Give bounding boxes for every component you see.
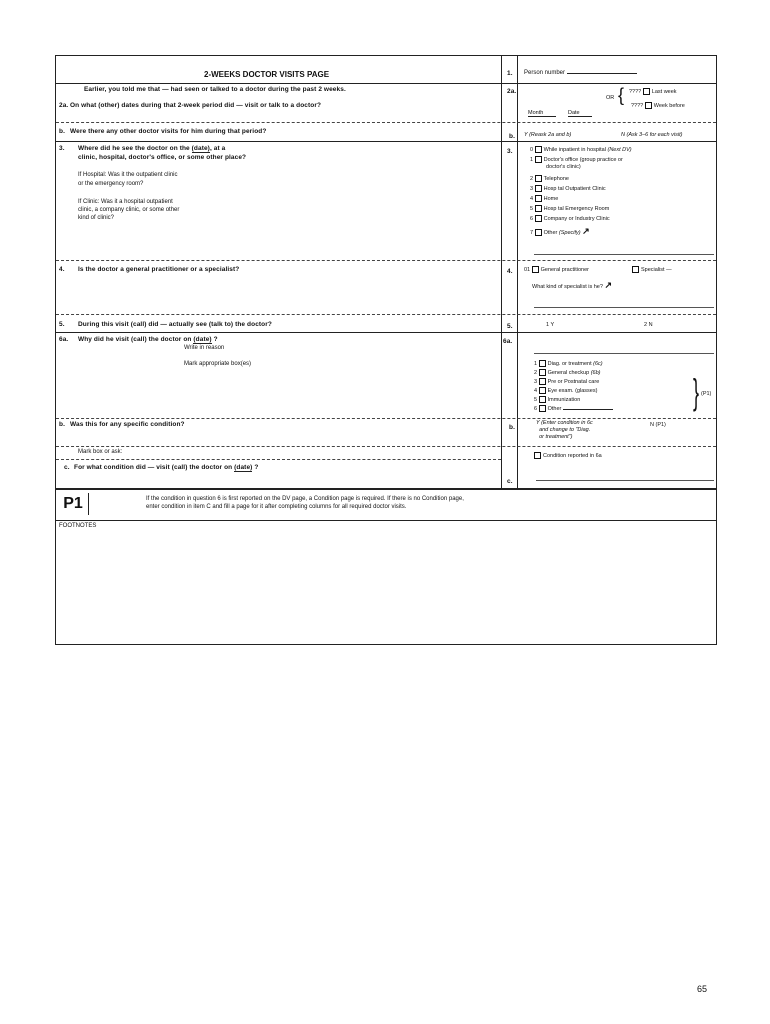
divider (56, 418, 716, 419)
q3-opt-3[interactable]: 3 Hosp tal Outpatient Clinic (530, 185, 606, 192)
q4-rnum: 4. (507, 268, 513, 275)
q3-clinic-3: kind of clinic? (78, 215, 115, 221)
q6b-mark: Mark box or ask: (78, 449, 123, 455)
q6a-opt-3[interactable]: 3 Pre or Postnatal care (534, 378, 600, 385)
q2b-no[interactable]: N (Ask 3–6 for each visit) (621, 132, 683, 138)
or-label: OR (606, 95, 615, 101)
q2b-text: Were there any other doctor visits for him during that period? (70, 128, 267, 135)
q6c-rnum: c. (507, 478, 513, 485)
q6a-opt-4[interactable]: 4 Eye exam. (glasses) (534, 387, 598, 394)
q3-line2: clinic, hospital, doctor's office, or some other place? (78, 154, 247, 161)
dv-form (55, 55, 717, 645)
person-number-label: Person number (524, 70, 637, 76)
q3-opt-0[interactable]: 0 While inpatient in hospital (Next DV) (530, 146, 632, 153)
q6a-mark: Mark appropriate box(es) (184, 361, 252, 367)
intro-text: Earlier, you told me that — had seen or talked to a doctor during the past 2 weeks. (84, 86, 346, 93)
condition-line[interactable] (536, 480, 714, 481)
q6a-number: 6a. (59, 336, 69, 343)
q6a-opt-5[interactable]: 5 Immunization (534, 396, 581, 403)
divider (56, 459, 501, 460)
q5-number: 5. (59, 321, 65, 328)
q3-number: 3. (59, 145, 65, 152)
divider (56, 488, 716, 490)
q3-clinic-1: If Clinic: Was it a hospital outpatient (78, 199, 173, 205)
q5-text: During this visit (call) did — actually see (talk to) the doctor? (78, 321, 272, 328)
right-brace-icon: } (693, 371, 700, 412)
last-week-option[interactable]: ???? Last week (629, 88, 677, 95)
item-number: 1. (507, 70, 513, 77)
divider (56, 314, 716, 315)
q6b-reported[interactable]: Condition reported in 6a (534, 452, 602, 459)
divider (56, 141, 716, 142)
q4-specialist-option[interactable]: Specialist — (632, 266, 672, 273)
q6a-text: Why did he visit (call) the doctor on (date) ? (78, 336, 218, 343)
divider (56, 332, 716, 333)
divider (56, 83, 716, 84)
q6a-opt-1[interactable]: 1 Diag. or treatment (6c) (534, 360, 603, 367)
q3-hospital-2: or the emergency room? (78, 181, 144, 187)
q3-line1: Where did he see the doctor on the (date), at a (78, 145, 226, 152)
q5-no[interactable]: 2 N (644, 322, 653, 328)
specialist-line[interactable] (534, 307, 714, 308)
footnotes-label: FOOTNOTES (59, 523, 97, 529)
q2a-text: On what (other) dates during that 2-week period did — visit or talk to a doctor? (70, 102, 322, 109)
q2b-yes[interactable]: Y (Reask 2a and b) (524, 132, 572, 138)
q2b-rnum: b. (509, 133, 515, 140)
q6b-text: Was this for any specific condition? (70, 421, 185, 428)
divider (56, 122, 716, 123)
q3-clinic-2: clinic, a company clinic, or some other (78, 207, 180, 213)
column-divider-number (517, 56, 518, 488)
q3-opt-7[interactable]: 7 Other (Specify) ↗ (530, 226, 590, 236)
q3-opt-5[interactable]: 5 Hosp tal Emergency Room (530, 205, 610, 212)
q6b-no[interactable]: N (P1) (650, 422, 666, 428)
q3-opt-6[interactable]: 6 Company or Industry Clinic (530, 215, 610, 222)
q2a-number: 2a. (59, 102, 69, 109)
q6a-rnum: 6a. (503, 338, 513, 345)
column-divider (501, 56, 502, 488)
q6a-opt-6[interactable]: 6 Other (534, 405, 613, 412)
q6c-text: For what condition did — visit (call) the doctor on (date) ? (74, 464, 259, 471)
q3-opt-1-cont: doctor's clinic) (546, 164, 581, 170)
q6c-number: c. (64, 464, 70, 471)
q3-rnum: 3. (507, 148, 513, 155)
q6a-opt-2[interactable]: 2 General checkup (6b) (534, 369, 601, 376)
specify-line[interactable] (534, 254, 714, 255)
page-number: 65 (697, 984, 708, 994)
q6b-rnum: b. (509, 424, 515, 431)
q6b-number: b. (59, 421, 65, 428)
page-title: 2-WEEKS DOCTOR VISITS PAGE (204, 70, 330, 79)
divider (56, 520, 716, 521)
reason-line[interactable] (534, 353, 714, 354)
p1-instruction-1: If the condition in question 6 is first reported on the DV page, a Condition page is required. If there is no Condition page, (146, 496, 464, 502)
q4-kind-label: What kind of specialist is he? ↗ (532, 280, 613, 290)
week-before-option[interactable]: ???? Week before (631, 102, 685, 109)
month-field[interactable]: Month (528, 110, 556, 117)
q2a-rnum: 2a. (507, 88, 517, 95)
q6a-p1: (P1) (701, 391, 712, 397)
divider (56, 260, 716, 261)
q3-opt-2[interactable]: 2 Telephone (530, 175, 569, 182)
q3-opt-4[interactable]: 4 Home (530, 195, 559, 202)
q5-rnum: 5. (507, 323, 513, 330)
q4-text: Is the doctor a general practitioner or a specialist? (78, 266, 240, 273)
q4-number: 4. (59, 266, 65, 273)
q4-gp-option[interactable]: 01 General practitioner (524, 266, 589, 273)
q2b-number: b. (59, 128, 65, 135)
q5-yes[interactable]: 1 Y (546, 322, 555, 328)
divider (56, 446, 716, 447)
q6b-yes[interactable]: Y (Enter condition in 6c and change to "Diag. or treatment") (536, 420, 593, 440)
q6a-write: Write in reason (184, 345, 225, 351)
p1-instruction-2: enter condition in item C and fill a page for it after completing columns for all required doctor visits. (146, 504, 407, 510)
q3-opt-1[interactable]: 1 Doctor's office (group practice or (530, 156, 623, 163)
p1-label: P1 (58, 493, 89, 515)
q3-hospital-1: If Hospital: Was it the outpatient clinic (78, 172, 178, 178)
date-field[interactable]: Date (568, 110, 592, 117)
brace-icon: { (618, 85, 625, 105)
